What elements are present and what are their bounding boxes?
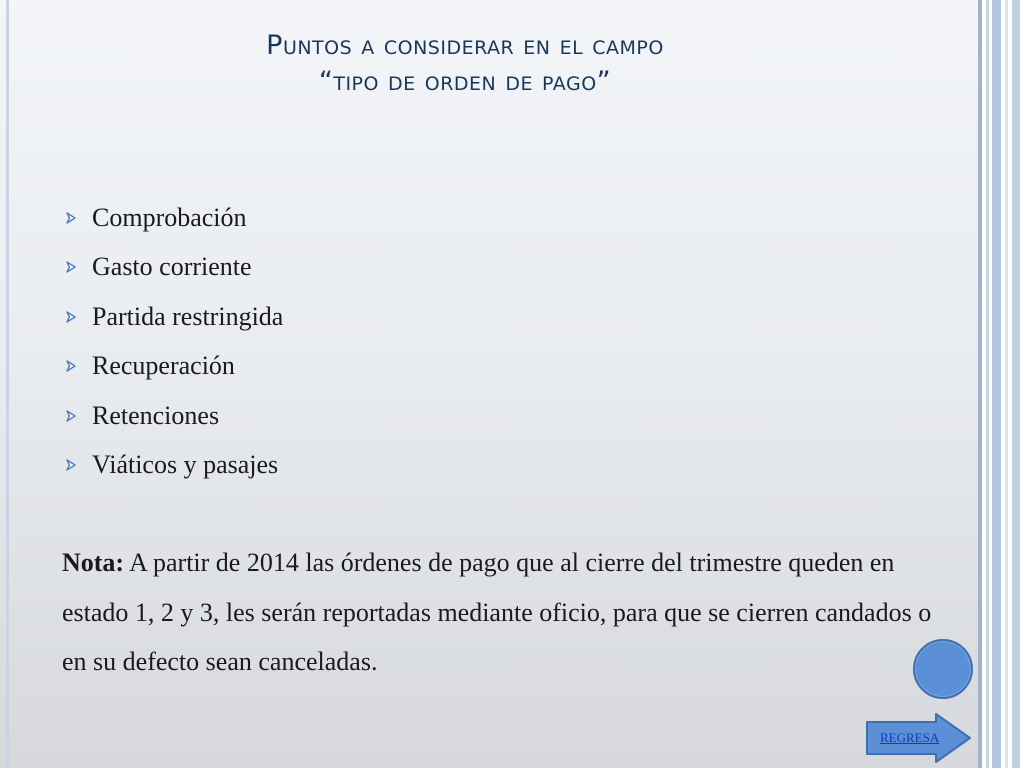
right-stripe [978,0,982,768]
list-item [62,342,283,392]
arrow-bullet-icon [62,209,80,227]
list-item [62,193,283,243]
arrow-bullet-icon [62,357,80,375]
slide-title-line-1: Puntos a considerar en el campo [266,30,664,61]
left-border-line [6,0,9,768]
list-item-label: Comprobación [92,202,247,232]
list-item [62,243,283,293]
regresa-link[interactable]: REGRESA [880,730,940,745]
circle-action-button[interactable] [913,639,973,699]
note-paragraph [62,538,962,687]
right-stripe [992,0,1001,768]
list-item-label: Recuperación [92,351,235,381]
list-item [62,391,283,441]
slide-title [60,28,870,100]
right-stripe [1005,0,1008,768]
list-item-label: Retenciones [92,400,220,430]
note-label: Nota: [62,548,125,577]
regresa-button[interactable] [864,712,974,764]
note-text: A partir de 2014 las órdenes de pago que al cierre del trimestre queden en estado 1, 2 y 3, les serán reportadas mediante oficio, para que se cierren candados o en su defecto sean canceladas. [62,548,932,676]
arrow-bullet-icon [62,308,80,326]
right-stripe [986,0,989,768]
arrow-bullet-icon [62,407,80,425]
list-item-label: Gasto corriente [92,252,252,282]
arrow-bullet-icon [62,258,80,276]
bullet-list [62,193,283,490]
arrow-bullet-icon [62,456,80,474]
list-item-label: Viáticos y pasajes [92,450,279,480]
list-item [62,441,283,491]
list-item [62,292,283,342]
right-stripe [1012,0,1020,768]
list-item-label: Partida restringida [92,301,284,331]
slide-title-line-2: “tipo de orden de pago” [318,66,612,97]
